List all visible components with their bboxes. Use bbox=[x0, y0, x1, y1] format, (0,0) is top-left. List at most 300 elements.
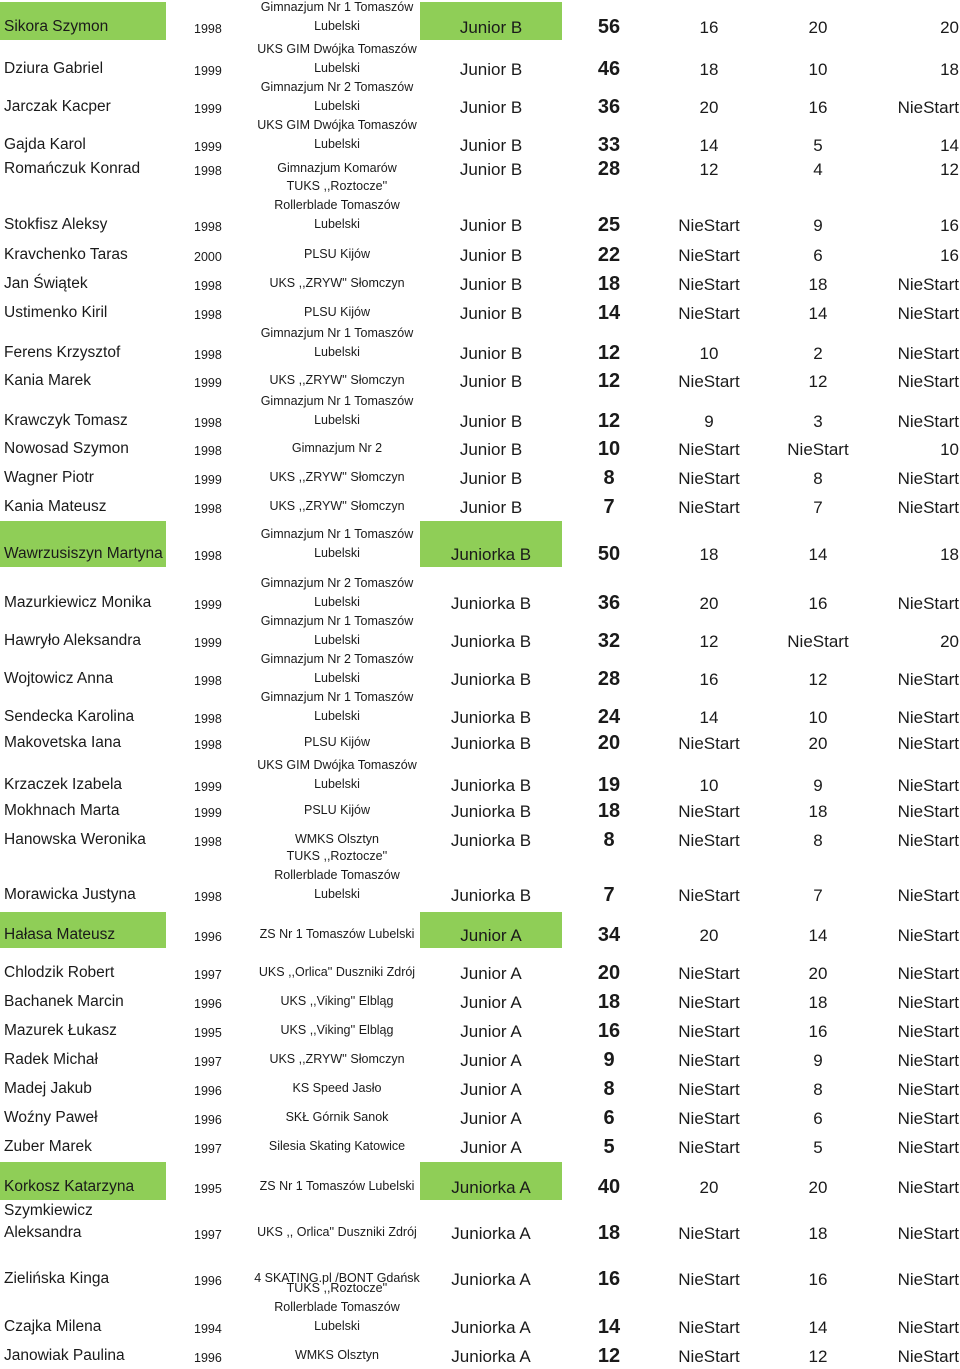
birth-year-text: 1997 bbox=[194, 1142, 222, 1156]
round-1-result bbox=[656, 796, 762, 824]
total-points-text: 50 bbox=[597, 543, 621, 565]
round-3-result bbox=[874, 492, 960, 520]
round-2-result bbox=[762, 752, 874, 798]
round-3-result bbox=[874, 912, 960, 948]
total-points-text: 28 bbox=[597, 668, 621, 690]
round-3-result-text: NieStart bbox=[897, 776, 959, 795]
competitor-name-text: Sendecka Karolina bbox=[4, 708, 135, 725]
round-3-result-text: NieStart bbox=[897, 1022, 959, 1041]
round-3-result-text: 14 bbox=[940, 136, 959, 155]
round-2-result bbox=[762, 182, 874, 238]
round-1-result-text: NieStart bbox=[678, 1347, 740, 1366]
round-1-result-text: 16 bbox=[699, 18, 719, 37]
round-2-result-text: 6 bbox=[813, 1109, 823, 1128]
birth-year bbox=[166, 182, 254, 238]
table-row bbox=[0, 987, 960, 1015]
club-name-text: PSLU Kijów bbox=[304, 803, 370, 817]
club-name bbox=[254, 796, 420, 824]
birth-year-text: 1997 bbox=[194, 1055, 222, 1069]
category-text: Juniorka B bbox=[450, 802, 532, 821]
round-2-result bbox=[762, 269, 874, 297]
round-2-result-text: 20 bbox=[808, 1178, 828, 1197]
category-text: Junior B bbox=[459, 136, 523, 155]
round-3-result-text: 16 bbox=[940, 216, 959, 235]
birth-year bbox=[166, 120, 254, 158]
round-3-result-text: 20 bbox=[940, 632, 959, 651]
category bbox=[420, 958, 562, 986]
round-3-result bbox=[874, 1016, 960, 1044]
category bbox=[420, 1074, 562, 1102]
round-2-result bbox=[762, 1074, 874, 1102]
round-3-result-text: NieStart bbox=[897, 831, 959, 850]
club-name-text: Gimnazjum Komarów bbox=[277, 161, 397, 175]
round-3-result bbox=[874, 987, 960, 1015]
birth-year bbox=[166, 1103, 254, 1131]
category-text: Juniorka B bbox=[450, 734, 532, 753]
category-text: Junior A bbox=[460, 993, 522, 1012]
round-2-result bbox=[762, 158, 874, 182]
round-2-result-text: 9 bbox=[813, 216, 823, 235]
round-2-result-text: 18 bbox=[808, 802, 828, 821]
total-points-text: 18 bbox=[597, 991, 621, 1013]
total-points bbox=[562, 322, 656, 366]
total-points-text: 12 bbox=[597, 1345, 621, 1367]
club-name-text: Silesia Skating Katowice bbox=[268, 1139, 406, 1153]
round-3-result bbox=[874, 82, 960, 120]
competitor-name-text: Ferens Krzysztof bbox=[4, 344, 121, 361]
table-row bbox=[0, 850, 960, 908]
round-3-result-text: NieStart bbox=[897, 926, 959, 945]
round-3-result bbox=[874, 120, 960, 158]
total-points-text: 56 bbox=[597, 16, 621, 38]
club-name-text: UKS ,,ZRYW'' Słomczyn bbox=[269, 373, 405, 387]
competitor-name bbox=[0, 796, 166, 824]
round-2-result bbox=[762, 44, 874, 82]
round-1-result-text: 10 bbox=[699, 776, 719, 795]
round-2-result bbox=[762, 521, 874, 567]
birth-year bbox=[166, 322, 254, 366]
total-points bbox=[562, 44, 656, 82]
table-row bbox=[0, 179, 960, 238]
round-3-result bbox=[874, 1200, 960, 1246]
round-2-result bbox=[762, 240, 874, 268]
birth-year-text: 2000 bbox=[194, 250, 222, 264]
birth-year bbox=[166, 240, 254, 268]
competitor-name-text: Morawicka Justyna bbox=[4, 886, 136, 903]
competitor-name-text: Krzaczek Izabela bbox=[4, 776, 123, 793]
round-2-result-text: 16 bbox=[808, 98, 828, 117]
total-points bbox=[562, 912, 656, 948]
category-text: Juniorka A bbox=[451, 1270, 531, 1289]
birth-year-text: 1999 bbox=[194, 102, 222, 116]
round-2-result bbox=[762, 1045, 874, 1073]
round-3-result-text: NieStart bbox=[897, 1080, 959, 1099]
birth-year-text: 1999 bbox=[194, 140, 222, 154]
club-name-text: Gimnazjum Nr 2 bbox=[291, 441, 383, 455]
competitor-name bbox=[0, 825, 166, 853]
round-2-result-text: 10 bbox=[808, 60, 828, 79]
round-3-result bbox=[874, 269, 960, 297]
birth-year-text: 1998 bbox=[194, 549, 222, 563]
birth-year-text: 1996 bbox=[194, 1274, 222, 1288]
round-3-result bbox=[874, 1162, 960, 1200]
round-2-result-text: 18 bbox=[808, 1224, 828, 1243]
category-text: Junior B bbox=[459, 98, 523, 117]
birth-year-text: 1997 bbox=[194, 1228, 222, 1242]
total-points-text: 7 bbox=[603, 496, 615, 518]
competitor-name-text: Hałasa Mateusz bbox=[4, 926, 116, 943]
birth-year bbox=[166, 825, 254, 853]
round-2-result bbox=[762, 492, 874, 520]
total-points bbox=[562, 850, 656, 908]
round-3-result bbox=[874, 850, 960, 908]
round-1-result-text: 14 bbox=[699, 708, 719, 727]
competitor-name bbox=[0, 434, 166, 462]
birth-year-text: 1999 bbox=[194, 636, 222, 650]
round-1-result bbox=[656, 1280, 762, 1340]
round-3-result bbox=[874, 463, 960, 491]
category bbox=[420, 82, 562, 120]
total-points bbox=[562, 2, 656, 40]
round-2-result bbox=[762, 1200, 874, 1246]
round-2-result bbox=[762, 825, 874, 853]
round-1-result-text: 20 bbox=[699, 594, 719, 613]
total-points-text: 9 bbox=[603, 1049, 615, 1071]
category bbox=[420, 1132, 562, 1160]
round-1-result bbox=[656, 1074, 762, 1102]
total-points bbox=[562, 521, 656, 567]
competitor-name bbox=[0, 1280, 166, 1340]
total-points bbox=[562, 752, 656, 798]
total-points-text: 18 bbox=[597, 1222, 621, 1244]
round-3-result-text: NieStart bbox=[897, 304, 959, 323]
birth-year bbox=[166, 1045, 254, 1073]
category-text: Junior B bbox=[459, 304, 523, 323]
total-points-text: 10 bbox=[597, 438, 621, 460]
round-3-result-text: 10 bbox=[940, 440, 959, 459]
total-points-text: 20 bbox=[597, 962, 621, 984]
total-points-text: 25 bbox=[597, 214, 621, 236]
round-2-result-text: 8 bbox=[813, 831, 823, 850]
round-1-result-text: 16 bbox=[699, 670, 719, 689]
club-name bbox=[254, 2, 420, 40]
round-3-result bbox=[874, 240, 960, 268]
total-points-text: 12 bbox=[597, 342, 621, 364]
competitor-name-text: Kravchenko Taras bbox=[4, 246, 128, 263]
club-name-text: WMKS Olsztyn bbox=[294, 832, 380, 846]
total-points-text: 34 bbox=[597, 924, 621, 946]
total-points-text: 8 bbox=[603, 1078, 615, 1100]
club-name-text: Gimnazjum Nr 1 Tomaszów Lubelski bbox=[260, 527, 414, 560]
club-name-text: UKS ,,Viking'' Elbląg bbox=[280, 1023, 394, 1037]
competitor-name-text: Chlodzik Robert bbox=[4, 964, 115, 981]
category-text: Juniorka A bbox=[451, 1318, 531, 1337]
total-points-text: 14 bbox=[597, 302, 621, 324]
round-1-result-text: 20 bbox=[699, 1178, 719, 1197]
category bbox=[420, 269, 562, 297]
competitor-name bbox=[0, 240, 166, 268]
birth-year-text: 1998 bbox=[194, 279, 222, 293]
birth-year-text: 1998 bbox=[194, 502, 222, 516]
round-3-result-text: NieStart bbox=[897, 993, 959, 1012]
round-1-result-text: NieStart bbox=[678, 1022, 740, 1041]
total-points-text: 18 bbox=[597, 800, 621, 822]
round-2-result-text: 6 bbox=[813, 246, 823, 265]
competitor-name bbox=[0, 684, 166, 730]
total-points bbox=[562, 684, 656, 730]
round-2-result bbox=[762, 463, 874, 491]
total-points bbox=[562, 1074, 656, 1102]
birth-year-text: 1995 bbox=[194, 1026, 222, 1040]
round-1-result bbox=[656, 521, 762, 567]
round-2-result-text: 7 bbox=[813, 498, 823, 517]
total-points-text: 12 bbox=[597, 370, 621, 392]
table-row-leader bbox=[0, 912, 960, 948]
birth-year-text: 1997 bbox=[194, 968, 222, 982]
birth-year-text: 1998 bbox=[194, 416, 222, 430]
round-3-result-text: NieStart bbox=[897, 1347, 959, 1366]
competitor-name bbox=[0, 322, 166, 366]
birth-year bbox=[166, 2, 254, 40]
club-name bbox=[254, 82, 420, 120]
round-2-result bbox=[762, 1341, 874, 1369]
category bbox=[420, 434, 562, 462]
club-name-text: Gimnazjum Nr 1 Tomaszów Lubelski bbox=[260, 614, 414, 647]
birth-year bbox=[166, 752, 254, 798]
total-points bbox=[562, 390, 656, 434]
round-3-result-text: NieStart bbox=[897, 98, 959, 117]
category-text: Junior B bbox=[459, 275, 523, 294]
birth-year bbox=[166, 684, 254, 730]
round-3-result-text: NieStart bbox=[897, 412, 959, 431]
category-text: Junior A bbox=[460, 964, 522, 983]
round-3-result bbox=[874, 1132, 960, 1160]
total-points-text: 33 bbox=[597, 134, 621, 156]
round-1-result-text: 18 bbox=[699, 60, 719, 79]
competitor-name bbox=[0, 752, 166, 798]
club-name-text: Gimnazjum Nr 1 Tomaszów Lubelski bbox=[260, 394, 414, 427]
club-name bbox=[254, 269, 420, 297]
category-text: Juniorka B bbox=[450, 831, 532, 850]
total-points bbox=[562, 240, 656, 268]
round-2-result-text: 14 bbox=[808, 545, 828, 564]
round-1-result-text: NieStart bbox=[678, 964, 740, 983]
round-1-result-text: NieStart bbox=[678, 469, 740, 488]
club-name bbox=[254, 1200, 420, 1246]
round-1-result bbox=[656, 958, 762, 986]
club-name-text: UKS ,,Viking'' Elbląg bbox=[280, 994, 394, 1008]
category bbox=[420, 158, 562, 182]
competitor-name bbox=[0, 182, 166, 238]
competitor-name-text: Bachanek Marcin bbox=[4, 993, 124, 1010]
round-1-result bbox=[656, 158, 762, 182]
round-3-result-text: NieStart bbox=[897, 1224, 959, 1243]
club-name bbox=[254, 179, 420, 238]
category-text: Junior B bbox=[459, 469, 523, 488]
round-3-result-text: NieStart bbox=[897, 708, 959, 727]
round-3-result-text: NieStart bbox=[897, 802, 959, 821]
round-1-result-text: NieStart bbox=[678, 275, 740, 294]
competitor-name-text: Ustimenko Kiril bbox=[4, 304, 108, 321]
round-3-result-text: NieStart bbox=[897, 498, 959, 517]
competitor-name bbox=[0, 1103, 166, 1131]
birth-year-text: 1999 bbox=[194, 780, 222, 794]
round-3-result-text: NieStart bbox=[897, 1109, 959, 1128]
total-points bbox=[562, 1280, 656, 1340]
round-2-result-text: NieStart bbox=[787, 632, 849, 651]
birth-year bbox=[166, 850, 254, 908]
round-1-result bbox=[656, 322, 762, 366]
table-row bbox=[0, 1280, 960, 1340]
table-row bbox=[0, 1016, 960, 1044]
round-1-result bbox=[656, 684, 762, 730]
table-row bbox=[0, 322, 960, 366]
table-row bbox=[0, 434, 960, 462]
total-points-text: 28 bbox=[597, 158, 621, 180]
round-3-result-text: NieStart bbox=[897, 964, 959, 983]
round-1-result bbox=[656, 1341, 762, 1369]
competitor-name bbox=[0, 269, 166, 297]
competitor-name bbox=[0, 120, 166, 158]
round-2-result bbox=[762, 82, 874, 120]
club-name bbox=[254, 1016, 420, 1044]
round-2-result-text: 14 bbox=[808, 304, 828, 323]
competitor-name-text: Wagner Piotr bbox=[4, 469, 94, 486]
round-1-result bbox=[656, 1103, 762, 1131]
round-3-result-text: NieStart bbox=[897, 469, 959, 488]
round-3-result-text: NieStart bbox=[897, 1318, 959, 1337]
club-name bbox=[254, 752, 420, 798]
round-1-result-text: NieStart bbox=[678, 993, 740, 1012]
round-3-result bbox=[874, 521, 960, 567]
category-text: Junior B bbox=[459, 60, 523, 79]
birth-year-text: 1998 bbox=[194, 738, 222, 752]
birth-year bbox=[166, 912, 254, 948]
category-text: Junior A bbox=[460, 926, 522, 945]
round-1-result bbox=[656, 752, 762, 798]
round-1-result-text: NieStart bbox=[678, 1318, 740, 1337]
total-points bbox=[562, 1200, 656, 1246]
competitor-name bbox=[0, 2, 166, 40]
round-3-result-text: NieStart bbox=[897, 372, 959, 391]
category-text: Junior B bbox=[459, 216, 523, 235]
club-name-text: Gimnazjum Nr 1 Tomaszów Lubelski bbox=[260, 0, 414, 33]
competitor-name-text: Mokhnach Marta bbox=[4, 802, 120, 819]
total-points bbox=[562, 1045, 656, 1073]
round-3-result-text: NieStart bbox=[897, 734, 959, 753]
round-2-result bbox=[762, 2, 874, 40]
round-3-result-text: 18 bbox=[940, 545, 959, 564]
total-points bbox=[562, 1162, 656, 1200]
table-row bbox=[0, 684, 960, 730]
birth-year bbox=[166, 1016, 254, 1044]
round-2-result bbox=[762, 120, 874, 158]
round-1-result bbox=[656, 1200, 762, 1246]
category bbox=[420, 825, 562, 853]
total-points-text: 5 bbox=[603, 1136, 615, 1158]
round-3-result bbox=[874, 1074, 960, 1102]
round-1-result bbox=[656, 1132, 762, 1160]
round-2-result-text: 3 bbox=[813, 412, 823, 431]
competitor-name-text: Mazurkiewicz Monika bbox=[4, 594, 152, 611]
birth-year-text: 1999 bbox=[194, 473, 222, 487]
round-2-result-text: 14 bbox=[808, 926, 828, 945]
club-name-text: Gimnazjum Nr 1 Tomaszów Lubelski bbox=[260, 326, 414, 359]
competitor-name-text: Jarczak Kacper bbox=[4, 98, 111, 115]
round-1-result bbox=[656, 182, 762, 238]
round-1-result bbox=[656, 269, 762, 297]
birth-year-text: 1998 bbox=[194, 348, 222, 362]
competitor-name bbox=[0, 1341, 166, 1369]
round-1-result-text: NieStart bbox=[678, 216, 740, 235]
round-1-result-text: NieStart bbox=[678, 802, 740, 821]
competitor-name bbox=[0, 1074, 166, 1102]
club-name-text: UKS GIM Dwójka Tomaszów Lubelski bbox=[257, 118, 417, 151]
competitor-name bbox=[0, 958, 166, 986]
round-2-result-text: 20 bbox=[808, 734, 828, 753]
club-name bbox=[254, 1074, 420, 1102]
category bbox=[420, 1162, 562, 1200]
category-text: Junior B bbox=[459, 344, 523, 363]
round-3-result bbox=[874, 322, 960, 366]
total-points-text: 8 bbox=[603, 467, 615, 489]
total-points-text: 36 bbox=[597, 96, 621, 118]
total-points bbox=[562, 434, 656, 462]
category-text: Junior A bbox=[460, 1080, 522, 1099]
round-3-result-text: NieStart bbox=[897, 344, 959, 363]
round-1-result-text: NieStart bbox=[678, 734, 740, 753]
round-3-result bbox=[874, 796, 960, 824]
birth-year-text: 1998 bbox=[194, 220, 222, 234]
birth-year-text: 1995 bbox=[194, 1182, 222, 1196]
category-text: Juniorka B bbox=[450, 708, 532, 727]
round-2-result bbox=[762, 684, 874, 730]
total-points bbox=[562, 120, 656, 158]
round-2-result bbox=[762, 390, 874, 434]
competitor-name-text: Zielińska Kinga bbox=[4, 1270, 110, 1287]
club-name-text: PLSU Kijów bbox=[304, 305, 370, 319]
table-row bbox=[0, 390, 960, 434]
competitor-name-text: Janowiak Paulina bbox=[4, 1347, 125, 1364]
category-text: Junior B bbox=[459, 440, 523, 459]
club-name bbox=[254, 1280, 420, 1340]
round-2-result-text: 4 bbox=[813, 160, 823, 179]
total-points bbox=[562, 82, 656, 120]
competitor-name-text: Dziura Gabriel bbox=[4, 60, 104, 77]
round-2-result bbox=[762, 1103, 874, 1131]
round-1-result-text: 18 bbox=[699, 545, 719, 564]
club-name-text: Gimnazjum Nr 2 Tomaszów Lubelski bbox=[260, 576, 414, 609]
club-name-text: Gimnazjum Nr 2 Tomaszów Lubelski bbox=[260, 652, 414, 685]
table-row bbox=[0, 1132, 960, 1160]
club-name-text: ZS Nr 1 Tomaszów Lubelski bbox=[259, 1179, 415, 1193]
category bbox=[420, 492, 562, 520]
round-2-result-text: 7 bbox=[813, 886, 823, 905]
club-name bbox=[254, 521, 420, 567]
total-points bbox=[562, 1103, 656, 1131]
birth-year bbox=[166, 796, 254, 824]
club-name-text: 4 SKATING.pl /BONT Gdańsk bbox=[254, 1271, 420, 1285]
competitor-name-text: Sikora Szymon bbox=[4, 18, 109, 35]
birth-year-text: 1998 bbox=[194, 890, 222, 904]
club-name-text: UKS GIM Dwójka Tomaszów Lubelski bbox=[257, 758, 417, 791]
birth-year-text: 1998 bbox=[194, 444, 222, 458]
round-3-result-text: NieStart bbox=[897, 275, 959, 294]
club-name bbox=[254, 434, 420, 462]
round-3-result-text: NieStart bbox=[897, 1051, 959, 1070]
category bbox=[420, 1016, 562, 1044]
club-name-text: KS Speed Jasło bbox=[292, 1081, 382, 1095]
